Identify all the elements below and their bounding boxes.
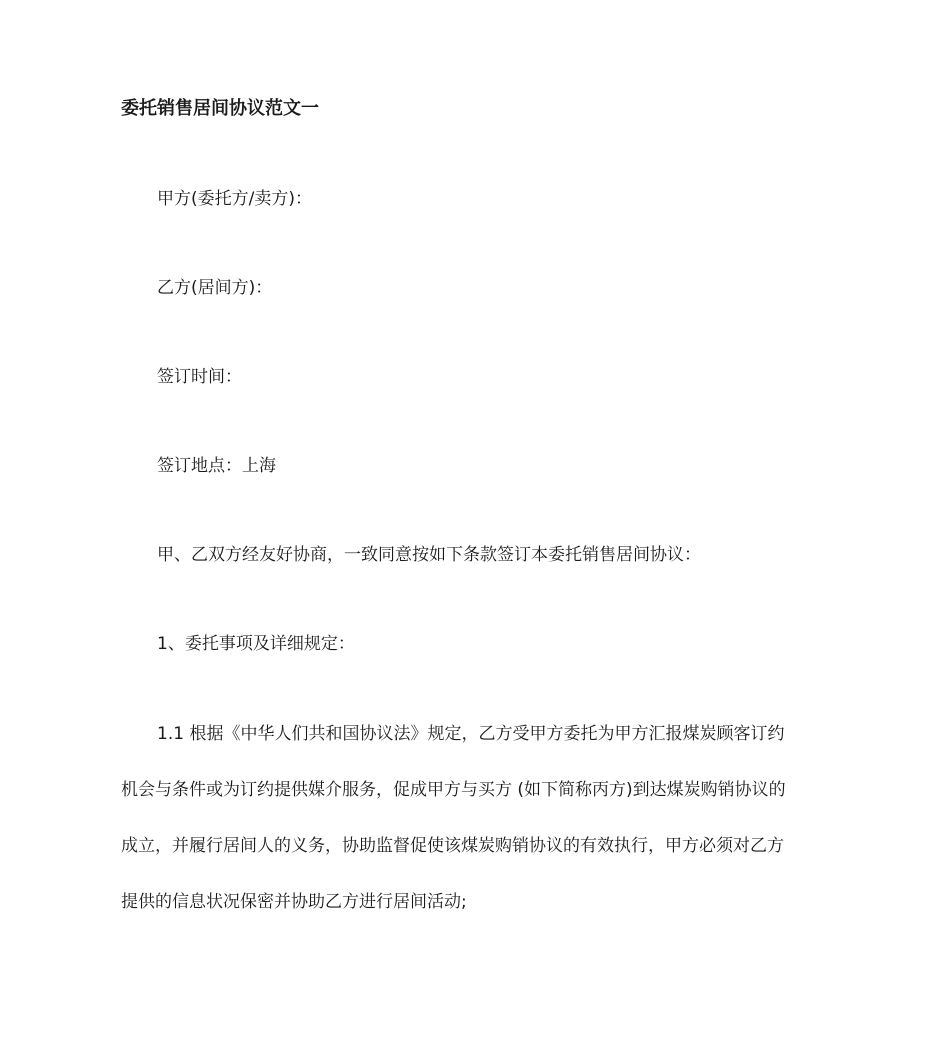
party-a-line: 甲方(委托方/卖方)：: [157, 189, 312, 209]
sign-place-line: 签订地点：上海: [157, 456, 276, 476]
section-1-heading: 1、委托事项及详细规定：: [157, 634, 355, 654]
sign-time-line: 签订时间：: [157, 367, 242, 387]
clause-1-1-line-1: 1.1 根据《中华人们共和国协议法》规定，乙方受甲方委托为甲方汇报煤炭顾客订约: [157, 724, 785, 744]
clause-1-1-line-4: 提供的信息状况保密并协助乙方进行居间活动;: [121, 892, 467, 912]
party-b-line: 乙方(居间方)：: [157, 278, 273, 298]
document-title: 委托销售居间协议范文一: [121, 98, 319, 119]
clause-1-1-line-2: 机会与条件或为订约提供媒介服务，促成甲方与买方 (如下简称丙方)到达煤炭购销协议的: [121, 780, 786, 800]
intro-paragraph: 甲、乙双方经友好协商，一致同意按如下条款签订本委托销售居间协议：: [157, 545, 701, 565]
clause-1-1-paragraph: [121, 720, 833, 944]
clause-1-1-line-3: 成立，并履行居间人的义务，协助监督促使该煤炭购销协议的有效执行，甲方必须对乙方: [121, 836, 784, 856]
